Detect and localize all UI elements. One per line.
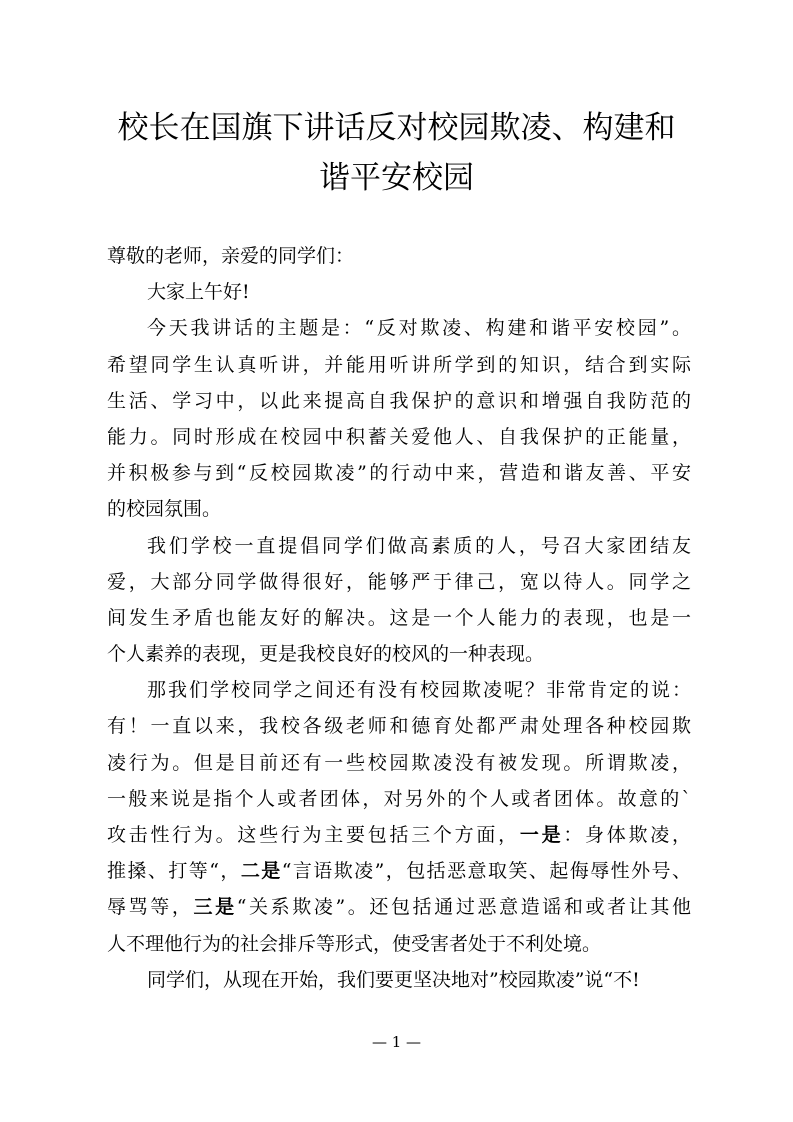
paragraph-3-line-3: 凌行为。但是目前还有一些校园欺凌没有被发现。所谓欺凌， bbox=[107, 751, 691, 774]
paragraph-3-line-5 bbox=[107, 817, 691, 853]
document-title bbox=[80, 103, 713, 203]
line-7-text-c: “关系欺凌”。还包括通过恶意造谣和或者让其他 bbox=[236, 896, 691, 919]
paragraph-3-line-1: 那我们学校同学之间还有没有校园欺凌呢？非常肯定的说： bbox=[147, 679, 691, 702]
line-6-text-c: “言语欺凌”，包括恶意取笑、起侮辱性外号、 bbox=[281, 860, 691, 883]
paragraph-2-line-3: 间发生矛盾也能友好的解决。这是一个人能力的表现，也是一 bbox=[107, 606, 691, 629]
paragraph-3-line-6 bbox=[107, 853, 691, 889]
point-two-label: 二是 bbox=[240, 860, 282, 883]
paragraph-3-line-8: 人不理他行为的社会排斥等形式，使受害者处于不利处境。 bbox=[107, 932, 602, 955]
page-number: — 1 — bbox=[371, 1033, 422, 1051]
greeting: 大家上午好! bbox=[147, 281, 250, 304]
paragraph-3-line-4: 一般来说是指个人或者团体，对另外的个人或者团体。故意的` bbox=[107, 787, 691, 810]
paragraph-1-line-4: 能力。同时形成在校园中积蓄关爱他人、自我保护的正能量， bbox=[107, 425, 691, 448]
paragraph-2-line-4: 个人素养的表现，更是我校良好的校风的一种表现。 bbox=[107, 643, 545, 666]
line-5-text-c: ：身体欺凌， bbox=[563, 824, 691, 846]
paragraph-2-line-1: 我们学校一直提倡同学们做高素质的人，号召大家团结友 bbox=[147, 534, 691, 557]
paragraph-1-line-6: 的校园氛围。 bbox=[107, 498, 222, 521]
line-7-text-a: 辱骂等， bbox=[107, 896, 194, 919]
paragraph-1-line-1: 今天我讲话的主题是：“反对欺凌、构建和谐平安校园”。 bbox=[147, 317, 691, 340]
paragraph-1-line-2: 希望同学生认真听讲，并能用听讲所学到的知识，结合到实际 bbox=[107, 353, 691, 376]
title-line-1: 校长在国旗下讲话反对校园欺凌、构建和 bbox=[117, 110, 676, 146]
point-one-label: 一是 bbox=[519, 824, 564, 846]
paragraph-3-line-2: 有！一直以来，我校各级老师和德育处都严肃处理各种校园欺 bbox=[107, 715, 691, 738]
salutation: 尊敬的老师，亲爱的同学们： bbox=[107, 245, 355, 267]
paragraph-2-line-2: 爱，大部分同学做得很好，能够严于律己，宽以待人。同学之 bbox=[107, 570, 691, 593]
line-5-text-a: 攻击性行为。这些行为主要包括三个方面， bbox=[107, 824, 520, 846]
paragraph-1-line-5: 并积极参与到“反校园欺凌”的行动中来，营造和谐友善、平安 bbox=[107, 462, 691, 485]
point-three-label: 三是 bbox=[193, 896, 237, 919]
line-6-text-a: 推搡、打等“， bbox=[107, 860, 241, 883]
title-line-2: 谐平安校园 bbox=[319, 160, 474, 196]
paragraph-4-line-1: 同学们，从现在开始，我们要更坚决地对”校园欺凌”说“不! bbox=[147, 968, 640, 991]
paragraph-1-line-3: 生活、学习中，以此来提高自我保护的意识和增强自我防范的 bbox=[107, 389, 691, 412]
speech-body bbox=[107, 238, 691, 998]
paragraph-3-line-7 bbox=[107, 889, 691, 925]
